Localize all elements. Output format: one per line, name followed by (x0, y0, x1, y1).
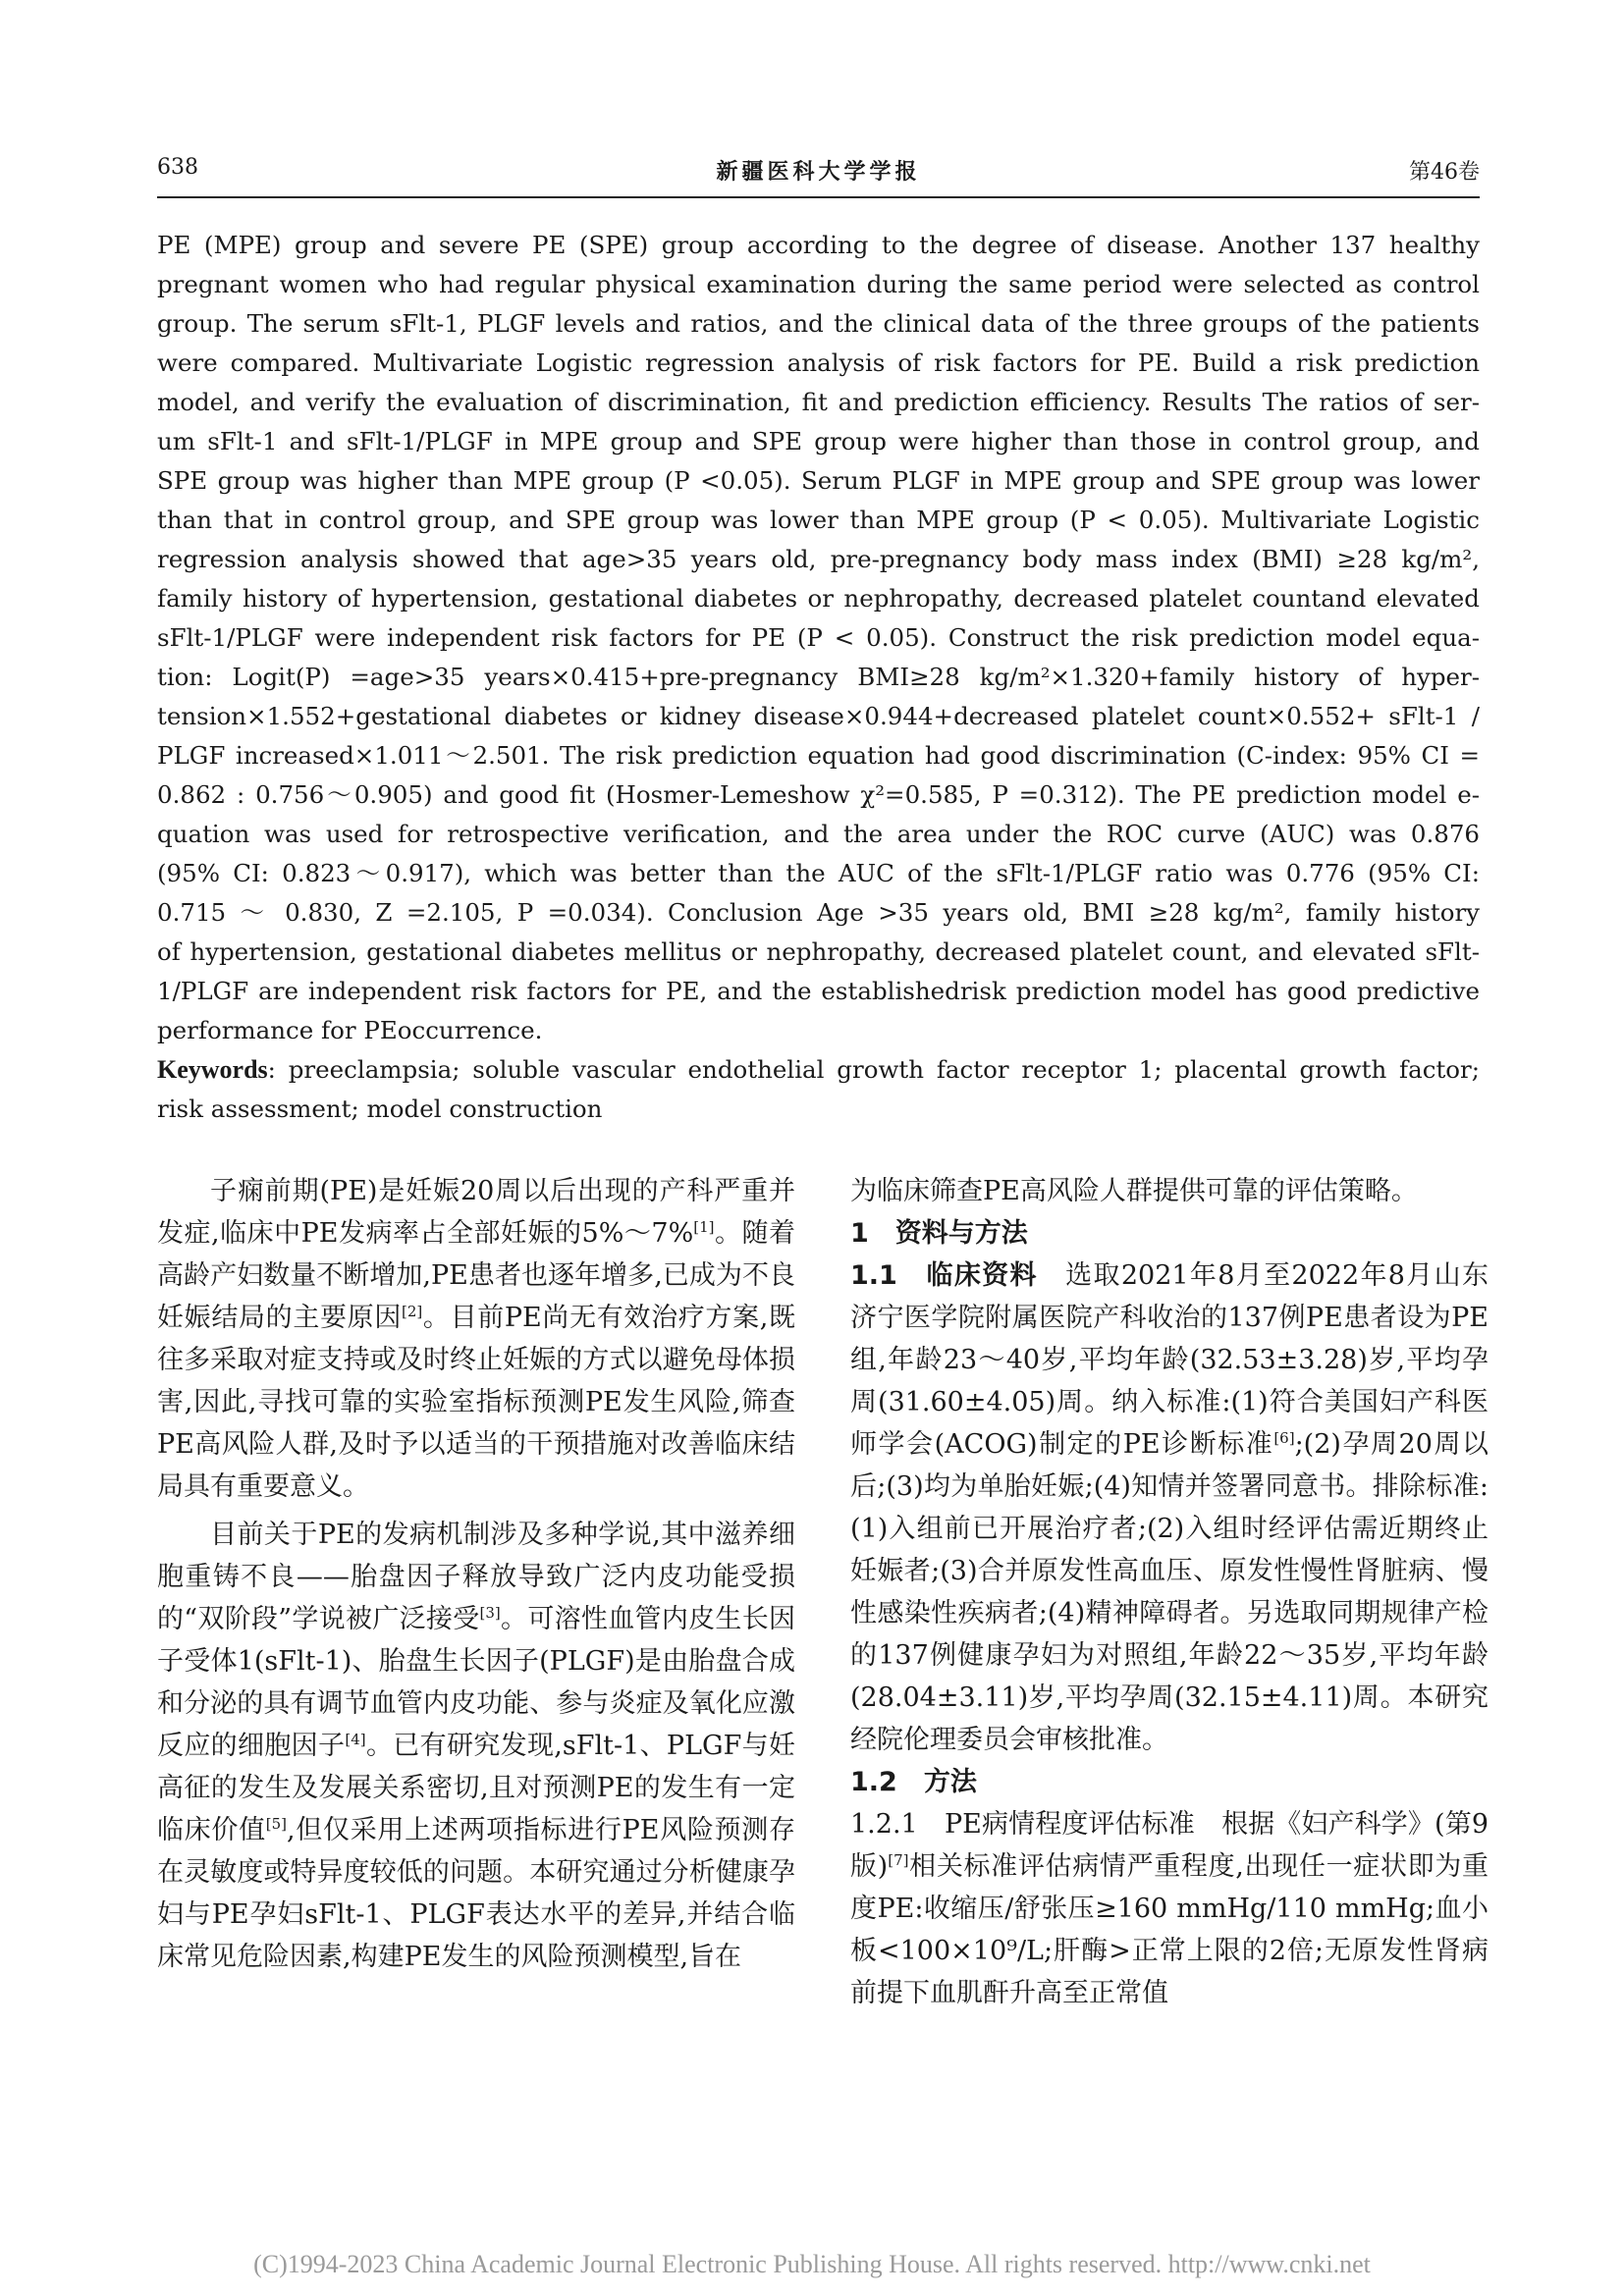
body-text: ,但仅采用上述两项指标进行PE风险预测存在灵敏度或特异度较低的问题。本研究通过分析健康孕妇与PE孕妇sFlt-1、PLGF表达水平的差异,并结合临床常见危险因素,构建PE发生的风险预测模型,旨在 (157, 1815, 795, 1972)
abstract-line: regression analysis showed that age>35 years old, pre-pregnancy body mass index (BMI) ≥28 kg/m², (157, 545, 1480, 573)
abstract-line: PLGF increased×1.011～2.501. The risk prediction equation had good discrimination (C-index: 95% CI = (157, 741, 1480, 770)
citation-6: [6] (1273, 1429, 1295, 1447)
section-1-2-1-paragraph (850, 1803, 1489, 2014)
body-text: 。随着高龄产妇数量不断增加,PE患者也逐年增多,已成为不良妊娠结局的主要原因 (157, 1218, 795, 1333)
abstract-line: SPE group was higher than MPE group (P <0.05). Serum PLGF in MPE group and SPE group was lower (157, 466, 1480, 495)
subsection-heading-1-2: 1.2 方法 (850, 1767, 977, 1797)
body-text: 。可溶性血管内皮生长因子受体1(sFlt-1)、胎盘生长因子(PLGF)是由胎盘合成和分泌的具有调节血管内皮功能、参与炎症及氧化应激反应的细胞因子 (157, 1604, 796, 1761)
abstract-line: PE (MPE) group and severe PE (SPE) group according to the degree of disease. Another 137 healthy (157, 231, 1480, 259)
page-number: 638 (157, 155, 198, 180)
body-text: 。已有研究发现,sFlt-1、PLGF与妊高征的发生及发展关系密切,且对预测PE的发生有一定临床价值 (157, 1731, 796, 1845)
intro-paragraph-2 (157, 1514, 795, 1978)
abstract-line: quation was used for retrospective verification, and the area under the ROC curve (AUC) was 0.876 (157, 820, 1480, 848)
abstract-line: of hypertension, gestational diabetes mellitus or nephropathy, decreased platelet count, and elevated sFlt- (157, 937, 1480, 966)
body-text: 根据《妇产科学》(第9版) (850, 1809, 1489, 1882)
abstract-line: um sFlt-1 and sFlt-1/PLGF in MPE group and SPE group were higher than those in control group, and (157, 427, 1480, 455)
abstract-line: 1/PLGF are independent risk factors for PE, and the establishedrisk prediction model has good predictive (157, 977, 1480, 1005)
citation-3: [3] (479, 1604, 501, 1622)
abstract-line: sFlt-1/PLGF were independent risk factors for PE (P < 0.05). Construct the risk prediction model equa- (157, 623, 1480, 652)
abstract-line: family history of hypertension, gestational diabetes or nephropathy, decreased platelet countand elevated (157, 584, 1480, 613)
abstract-line: tion: Logit(P) =age>35 years×0.415+pre-pregnancy BMI≥28 kg/m²×1.320+family history of hyper- (157, 663, 1480, 691)
abstract-line: 0.715 ～ 0.830, Z =2.105, P =0.034). Conclusion Age >35 years old, BMI ≥28 kg/m², family history (157, 898, 1480, 927)
keywords-line (157, 1050, 1480, 1090)
subsubsection-heading: 1.2.1 PE病情程度评估标准 (850, 1809, 1222, 1840)
page-header (157, 155, 1480, 194)
subsection-heading-1-1: 1.1 临床资料 (850, 1260, 1038, 1291)
section-1-1-paragraph (850, 1255, 1489, 1761)
abstract-line: performance for PEoccurrence. (157, 1016, 543, 1044)
citation-5: [5] (265, 1815, 288, 1833)
abstract-line: model, and verify the evaluation of discrimination, fit and prediction efficiency. Results The ratios of ser- (157, 388, 1480, 416)
abstract-line: than that in control group, and SPE group was lower than MPE group (P < 0.05). Multivariate Logistic (157, 506, 1480, 534)
citation-1: [1] (693, 1218, 715, 1236)
abstract-line: tension×1.552+gestational diabetes or kidney disease×0.944+decreased platelet count×0.552+ sFlt-1 / (157, 702, 1480, 730)
abstract-line: (95% CI: 0.823～0.917), which was better than the AUC of the sFlt-1/PLGF ratio was 0.776 (95% CI: (157, 859, 1480, 887)
citation-2: [2] (401, 1303, 423, 1320)
body-text: 子痫前期(PE)是妊娠20周以后出现的产科严重并发症,临床中PE发病率占全部妊娠的5%～7% (157, 1176, 795, 1249)
english-abstract (157, 226, 1480, 1129)
header-rule (157, 196, 1480, 198)
citation-7: [7] (888, 1851, 909, 1869)
journal-title: 新疆医科大学学报 (716, 159, 921, 185)
right-column (850, 1170, 1489, 2014)
section-heading-1: 1 资料与方法 (850, 1218, 1028, 1249)
body-text: ;(2)孕周20周以后;(3)均为单胎妊娠;(4)知情并签署同意书。排除标准:(1)入组前已开展治疗者;(2)入组时经评估需近期终止妊娠者;(3)合并原发性高血压、原发性慢性肾脏病、慢性感染性疾病者;(4)精神障碍者。另选取同期规律产检的137例健康孕妇为对照组,年龄22～35岁,平均年龄(28.04±3.11)岁,平均孕周(32.15±4.11)周。本研究经院伦理委员会审核批准。 (850, 1429, 1489, 1755)
keywords-text: : preeclampsia; soluble vascular endothelial growth factor receptor 1; placental growth factor; (267, 1055, 1480, 1084)
abstract-line: group. The serum sFlt-1, PLGF levels and ratios, and the clinical data of the three groups of the patients (157, 309, 1480, 338)
volume-label: 第46卷 (1409, 160, 1480, 185)
body-text: 。目前PE尚无有效治疗方案,既往多采取对症支持或及时终止妊娠的方式以避免母体损害,因此,寻找可靠的实验室指标预测PE发生风险,筛查PE高风险人群,及时予以适当的干预措施对改善临床结局具有重要意义。 (157, 1303, 795, 1502)
intro-paragraph-1 (157, 1170, 795, 1508)
abstract-line: were compared. Multivariate Logistic regression analysis of risk factors for PE. Build a risk prediction (157, 348, 1480, 377)
left-column (157, 1170, 795, 1978)
citation-4: [4] (345, 1731, 366, 1748)
copyright-footer: (C)1994-2023 China Academic Journal Electronic Publishing House. All rights reserved. http://www.cnki.net (253, 2250, 1371, 2278)
keywords-label: Keywords (157, 1055, 268, 1084)
intro-continuation: 为临床筛查PE高风险人群提供可靠的评估策略。 (850, 1176, 1418, 1206)
abstract-line: pregnant women who had regular physical examination during the same period were selected as control (157, 270, 1480, 298)
body-text: 目前关于PE的发病机制涉及多种学说,其中滋养细胞重铸不良——胎盘因子释放导致广泛内皮功能受损的“双阶段”学说被广泛接受 (157, 1520, 795, 1634)
body-text: 相关标准评估病情严重程度,出现任一症状即为重度PE:收缩压/舒张压≥160 mmHg/110 mmHg;血小板<100×10⁹/L;肝酶>正常上限的2倍;无原发性肾病前提下血肌酐升高至正常值 (850, 1851, 1489, 2008)
keywords-line-2: risk assessment; model construction (157, 1095, 603, 1123)
abstract-line: 0.862 : 0.756～0.905) and good fit (Hosmer-Lemeshow χ²=0.585, P =0.312). The PE prediction model e- (157, 780, 1480, 809)
body-text: 选取2021年8月至2022年8月山东济宁医学院附属医院产科收治的137例PE患者设为PE组,年龄23～40岁,平均年龄(32.53±3.28)岁,平均孕周(31.60±4.05)周。纳入标准:(1)符合美国妇产科医师学会(ACOG)制定的PE诊断标准 (850, 1260, 1489, 1460)
